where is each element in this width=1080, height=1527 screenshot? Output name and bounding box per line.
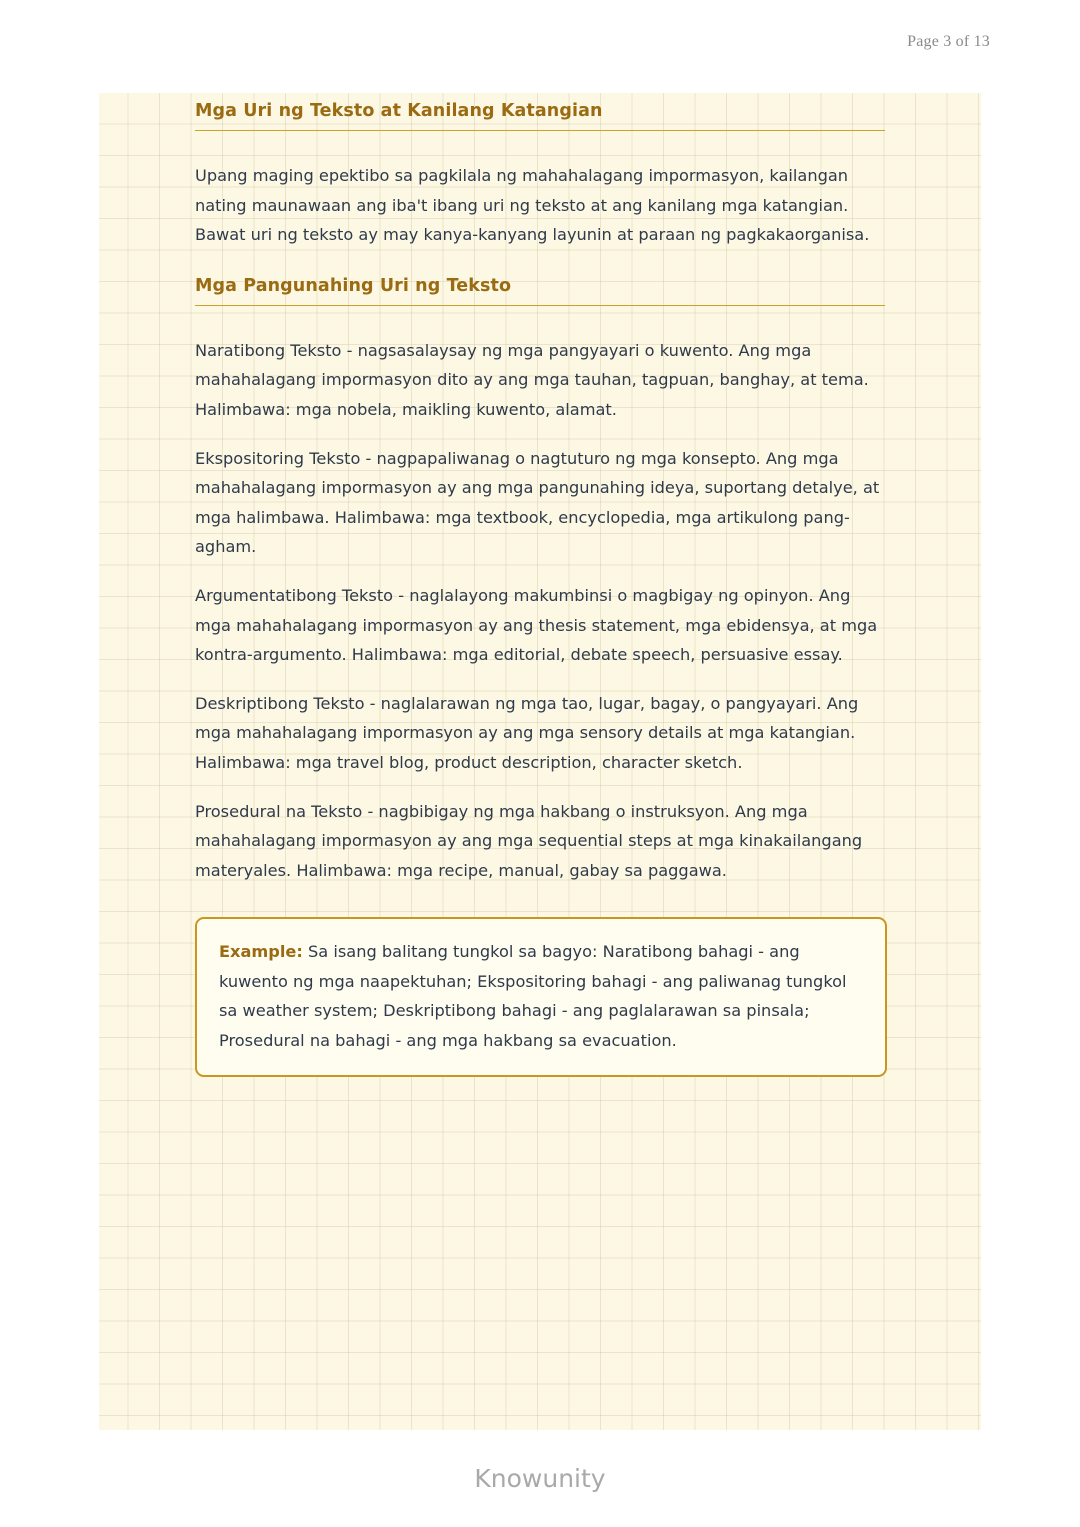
text-type-paragraph: Deskriptibong Teksto - naglalarawan ng mga tao, lugar, bagay, o pangyayari. Ang mga mahahalagang impormasyon ay ang mga sensory details at mga katangian. Halimbawa: mga travel blog, product description, character sketch.	[195, 693, 859, 772]
example-text	[219, 937, 863, 1055]
page-number-label: Page 3 of 13	[907, 33, 990, 50]
example-label: Example:	[219, 942, 303, 962]
spacer	[195, 250, 885, 276]
spacer	[195, 306, 885, 336]
intro-paragraph: Upang maging epektibo sa pagkilala ng mahahalagang impormasyon, kailangan nating maunawaan ang iba't ibang uri ng teksto at ang kanilang mga katangian. Bawat uri ng teksto ay may kanya-kanyang layunin at paraan ng pagkakaorganisa.	[195, 166, 870, 245]
spacer	[195, 131, 885, 161]
section-title-uri-ng-teksto: Mga Uri ng Teksto at Kanilang Katangian	[195, 101, 885, 131]
example-body: Sa isang balitang tungkol sa bagyo: Naratibong bahagi - ang kuwento ng mga naapektuhan; Ekspositoring bahagi - ang paliwanag tungkol sa weather system; Deskriptibong bahagi - ang paglalarawan sa pinsala; Prosedural na bahagi - ang mga hakbang sa evacuation.	[219, 942, 847, 1050]
document-content	[195, 101, 885, 1077]
text-type-paragraph: Prosedural na Teksto - nagbibigay ng mga hakbang o instruksyon. Ang mga mahahalagang impormasyon ay ang mga sequential steps at mga kinakailangang materyales. Halimbawa: mga recipe, manual, gabay sa paggawa.	[195, 801, 863, 880]
notebook-page	[99, 93, 981, 1430]
watermark-knowunity: Knowunity	[474, 1464, 606, 1493]
example-callout-box	[195, 917, 887, 1077]
section-title-pangunahing-uri: Mga Pangunahing Uri ng Teksto	[195, 276, 885, 306]
text-type-paragraph: Naratibong Teksto - nagsasalaysay ng mga pangyayari o kuwento. Ang mga mahahalagang impormasyon dito ay ang mga tauhan, tagpuan, banghay, at tema. Halimbawa: mga nobela, maikling kuwento, alamat.	[195, 340, 869, 419]
text-type-paragraph: Argumentatibong Teksto - naglalayong makumbinsi o magbigay ng opinyon. Ang mga mahahalagang impormasyon ay ang thesis statement, mga ebidensya, at mga kontra-argumento. Halimbawa: mga editorial, debate speech, persuasive essay.	[195, 585, 878, 665]
text-type-paragraph: Ekspositoring Teksto - nagpapaliwanag o nagtuturo ng mga konsepto. Ang mga mahahalagang impormasyon ay ang mga pangunahing ideya, suportang detalye, at mga halimbawa. Halimbawa: mga textbook, encyclopedia, mga artikulong pang-agham.	[195, 448, 880, 557]
